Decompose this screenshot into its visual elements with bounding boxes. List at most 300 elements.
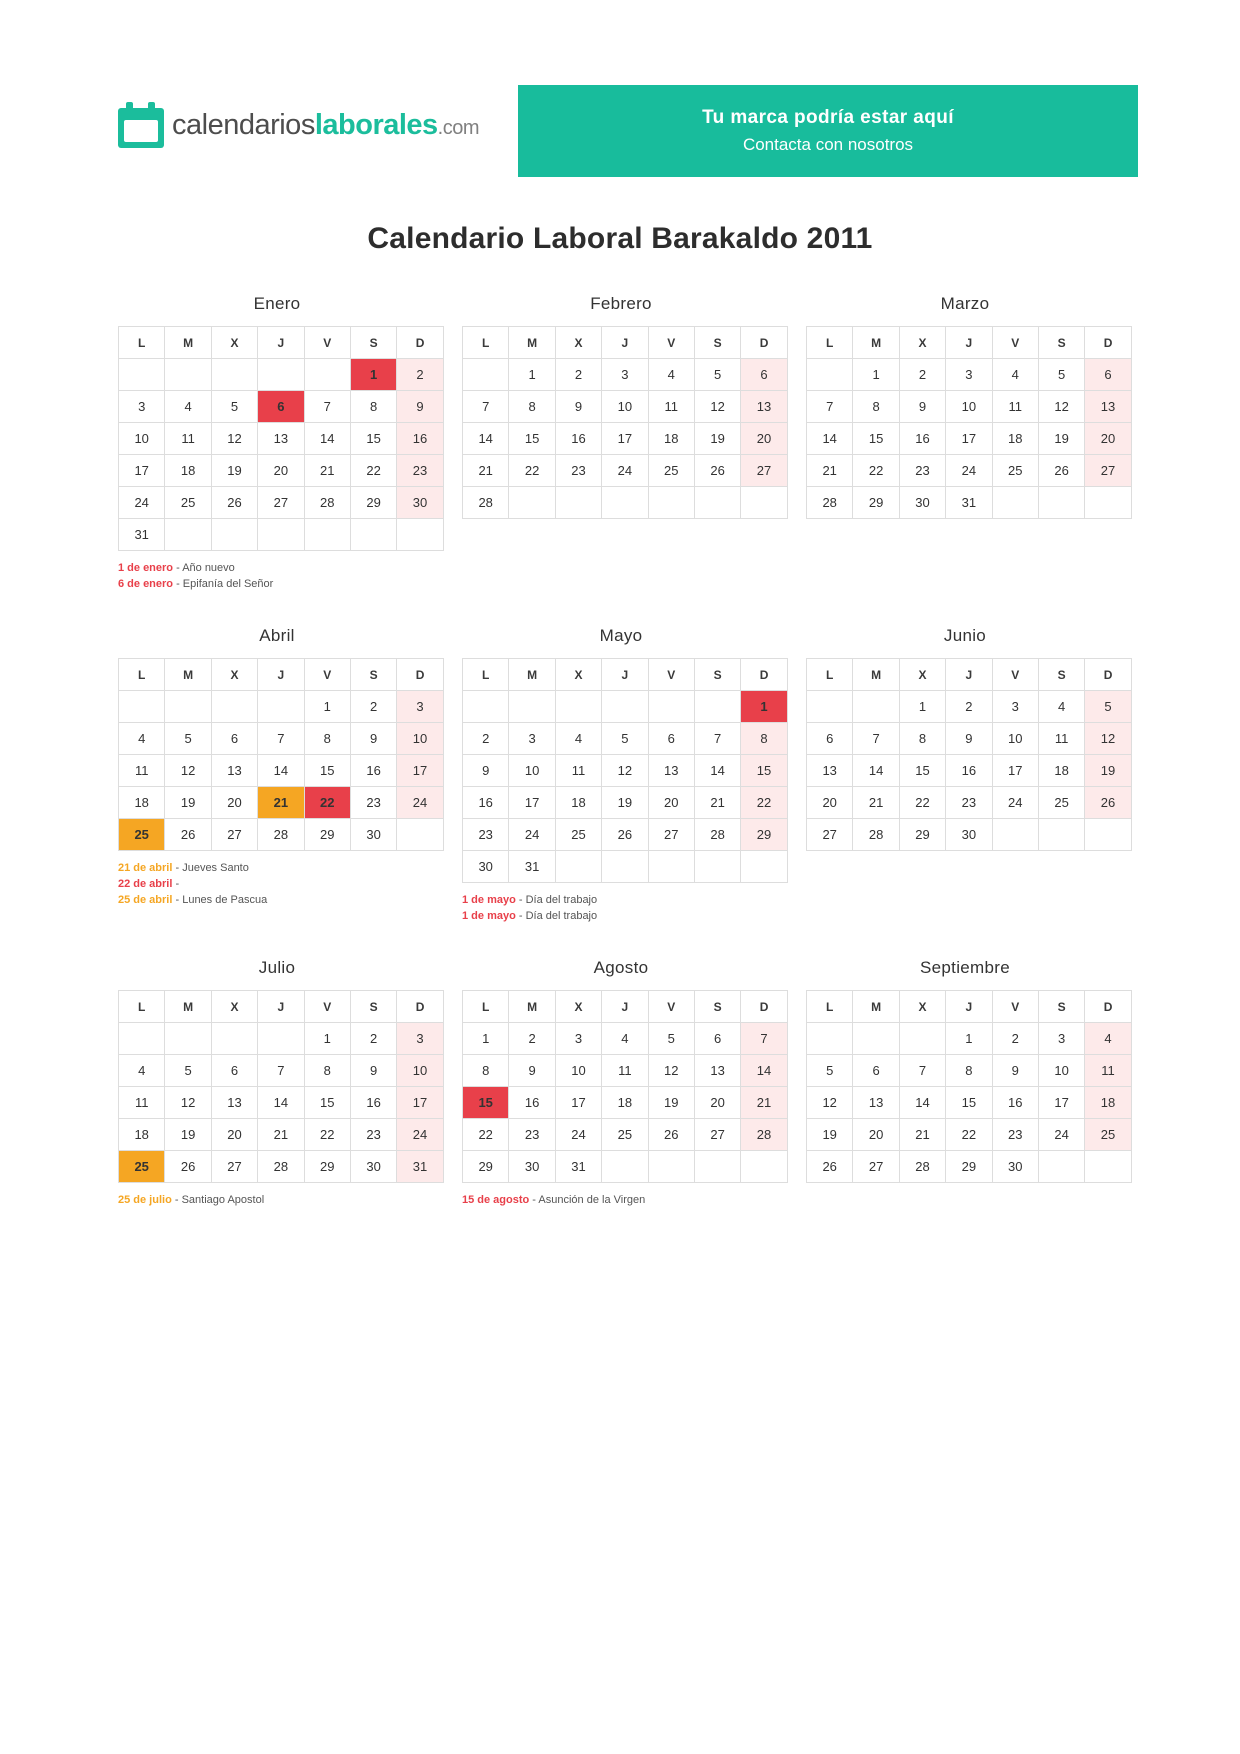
day-cell[interactable]: 15 (463, 1087, 509, 1119)
day-cell[interactable]: 14 (258, 1087, 304, 1119)
day-cell[interactable]: 23 (509, 1119, 555, 1151)
week-row (463, 1055, 788, 1087)
day-cell[interactable]: 24 (946, 455, 992, 487)
day-cell[interactable]: 1 (463, 1023, 509, 1055)
day-cell[interactable]: 12 (1085, 723, 1131, 755)
day-cell[interactable]: 25 (555, 819, 601, 851)
day-cell[interactable]: 28 (899, 1151, 945, 1183)
day-cell[interactable]: 15 (304, 755, 350, 787)
day-cell[interactable]: 19 (211, 455, 257, 487)
day-cell[interactable]: 22 (509, 455, 555, 487)
day-cell[interactable]: 22 (741, 787, 787, 819)
day-cell[interactable]: 17 (992, 755, 1038, 787)
day-cell[interactable]: 23 (397, 455, 443, 487)
day-cell[interactable]: 28 (258, 819, 304, 851)
day-cell[interactable]: 11 (119, 1087, 165, 1119)
day-cell[interactable]: 4 (555, 723, 601, 755)
day-cell[interactable]: 12 (165, 755, 211, 787)
day-cell[interactable]: 5 (648, 1023, 694, 1055)
day-cell[interactable]: 29 (946, 1151, 992, 1183)
day-cell[interactable]: 8 (463, 1055, 509, 1087)
weekday-header: V (992, 327, 1038, 359)
day-cell[interactable]: 11 (165, 423, 211, 455)
day-cell[interactable]: 19 (165, 787, 211, 819)
day-cell[interactable]: 25 (119, 819, 165, 851)
day-cell[interactable]: 10 (397, 1055, 443, 1087)
day-cell[interactable]: 2 (350, 1023, 396, 1055)
day-cell[interactable]: 18 (992, 423, 1038, 455)
day-cell[interactable]: 10 (509, 755, 555, 787)
day-cell[interactable]: 3 (992, 691, 1038, 723)
day-cell[interactable]: 28 (463, 487, 509, 519)
day-cell[interactable]: 27 (258, 487, 304, 519)
day-cell[interactable]: 14 (694, 755, 740, 787)
day-cell[interactable]: 25 (1085, 1119, 1131, 1151)
site-logo[interactable] (118, 85, 518, 165)
day-cell[interactable]: 13 (853, 1087, 899, 1119)
day-cell[interactable]: 1 (741, 691, 787, 723)
day-cell[interactable]: 19 (1038, 423, 1084, 455)
day-cell[interactable]: 21 (807, 455, 853, 487)
day-cell[interactable]: 1 (946, 1023, 992, 1055)
day-cell[interactable]: 24 (397, 787, 443, 819)
day-cell[interactable]: 26 (602, 819, 648, 851)
day-cell[interactable]: 21 (853, 787, 899, 819)
day-cell[interactable]: 18 (555, 787, 601, 819)
day-cell[interactable]: 31 (119, 519, 165, 551)
month-block-septiembre (806, 958, 1124, 1183)
day-cell[interactable]: 21 (899, 1119, 945, 1151)
day-cell[interactable]: 7 (258, 1055, 304, 1087)
day-cell[interactable]: 12 (807, 1087, 853, 1119)
day-cell[interactable]: 19 (648, 1087, 694, 1119)
day-cell[interactable]: 26 (211, 487, 257, 519)
day-cell[interactable]: 21 (694, 787, 740, 819)
day-cell[interactable]: 25 (648, 455, 694, 487)
day-cell[interactable]: 19 (602, 787, 648, 819)
day-cell[interactable]: 23 (555, 455, 601, 487)
day-cell[interactable]: 13 (211, 755, 257, 787)
day-cell[interactable]: 8 (741, 723, 787, 755)
day-cell-empty (602, 1151, 648, 1183)
day-cell[interactable]: 15 (509, 423, 555, 455)
day-cell[interactable]: 10 (602, 391, 648, 423)
day-cell[interactable]: 15 (741, 755, 787, 787)
day-cell[interactable]: 31 (509, 851, 555, 883)
day-cell[interactable]: 3 (509, 723, 555, 755)
day-cell[interactable]: 29 (463, 1151, 509, 1183)
weekday-header: L (807, 659, 853, 691)
day-cell[interactable]: 2 (463, 723, 509, 755)
day-cell[interactable]: 4 (1085, 1023, 1131, 1055)
day-cell[interactable]: 16 (992, 1087, 1038, 1119)
day-cell[interactable]: 18 (1085, 1087, 1131, 1119)
day-cell[interactable]: 19 (694, 423, 740, 455)
day-cell-empty (807, 359, 853, 391)
day-cell[interactable]: 17 (555, 1087, 601, 1119)
weekday-header: M (509, 659, 555, 691)
day-cell[interactable]: 17 (119, 455, 165, 487)
day-cell[interactable]: 9 (992, 1055, 1038, 1087)
day-cell-empty (648, 851, 694, 883)
day-cell[interactable]: 14 (304, 423, 350, 455)
day-cell[interactable]: 12 (648, 1055, 694, 1087)
day-cell[interactable]: 24 (602, 455, 648, 487)
day-cell[interactable]: 2 (509, 1023, 555, 1055)
day-cell[interactable]: 3 (397, 1023, 443, 1055)
day-cell[interactable]: 8 (304, 723, 350, 755)
day-cell[interactable]: 12 (1038, 391, 1084, 423)
day-cell[interactable]: 27 (853, 1151, 899, 1183)
day-cell[interactable]: 13 (694, 1055, 740, 1087)
day-cell[interactable]: 3 (119, 391, 165, 423)
day-cell[interactable]: 16 (509, 1087, 555, 1119)
day-cell[interactable]: 14 (853, 755, 899, 787)
day-cell[interactable]: 11 (119, 755, 165, 787)
day-cell[interactable]: 27 (741, 455, 787, 487)
day-cell-empty (211, 519, 257, 551)
day-cell[interactable]: 26 (165, 1151, 211, 1183)
day-cell[interactable]: 14 (899, 1087, 945, 1119)
day-cell[interactable]: 24 (555, 1119, 601, 1151)
day-cell[interactable]: 22 (304, 1119, 350, 1151)
day-cell[interactable]: 12 (165, 1087, 211, 1119)
day-cell[interactable]: 9 (509, 1055, 555, 1087)
day-cell[interactable]: 21 (258, 787, 304, 819)
day-cell[interactable]: 19 (807, 1119, 853, 1151)
day-cell[interactable]: 15 (304, 1087, 350, 1119)
day-cell[interactable]: 1 (509, 359, 555, 391)
day-cell[interactable]: 21 (258, 1119, 304, 1151)
day-cell[interactable]: 4 (992, 359, 1038, 391)
day-cell-empty (509, 691, 555, 723)
day-cell[interactable]: 11 (648, 391, 694, 423)
day-cell[interactable]: 9 (463, 755, 509, 787)
day-cell[interactable]: 4 (1038, 691, 1084, 723)
day-cell[interactable]: 26 (1085, 787, 1131, 819)
day-cell[interactable]: 8 (509, 391, 555, 423)
day-cell[interactable]: 11 (602, 1055, 648, 1087)
day-cell[interactable]: 29 (899, 819, 945, 851)
day-cell[interactable]: 2 (350, 691, 396, 723)
day-cell[interactable]: 7 (741, 1023, 787, 1055)
day-cell[interactable]: 5 (694, 359, 740, 391)
day-cell[interactable]: 5 (165, 1055, 211, 1087)
day-cell[interactable]: 30 (899, 487, 945, 519)
day-cell[interactable]: 27 (211, 819, 257, 851)
day-cell[interactable]: 16 (946, 755, 992, 787)
day-cell[interactable]: 6 (211, 1055, 257, 1087)
day-cell[interactable]: 24 (509, 819, 555, 851)
month-block-enero (118, 294, 436, 592)
day-cell[interactable]: 6 (807, 723, 853, 755)
day-cell[interactable]: 2 (899, 359, 945, 391)
day-cell[interactable]: 26 (1038, 455, 1084, 487)
day-cell[interactable]: 8 (853, 391, 899, 423)
day-cell-empty (350, 519, 396, 551)
day-cell[interactable]: 5 (211, 391, 257, 423)
day-cell[interactable]: 30 (509, 1151, 555, 1183)
day-cell[interactable]: 1 (350, 359, 396, 391)
day-cell[interactable]: 9 (899, 391, 945, 423)
day-cell[interactable]: 25 (119, 1151, 165, 1183)
day-cell[interactable]: 24 (992, 787, 1038, 819)
day-cell[interactable]: 29 (350, 487, 396, 519)
day-cell[interactable]: 6 (694, 1023, 740, 1055)
day-cell[interactable]: 12 (694, 391, 740, 423)
day-cell[interactable]: 5 (1038, 359, 1084, 391)
day-cell[interactable]: 27 (648, 819, 694, 851)
day-cell[interactable]: 7 (304, 391, 350, 423)
day-cell[interactable]: 28 (694, 819, 740, 851)
day-cell[interactable]: 20 (807, 787, 853, 819)
day-cell[interactable]: 5 (165, 723, 211, 755)
day-cell[interactable]: 29 (304, 1151, 350, 1183)
day-cell[interactable]: 2 (397, 359, 443, 391)
day-cell[interactable]: 9 (397, 391, 443, 423)
day-cell[interactable]: 11 (1085, 1055, 1131, 1087)
day-cell[interactable]: 13 (807, 755, 853, 787)
day-cell[interactable]: 13 (1085, 391, 1131, 423)
day-cell[interactable]: 30 (463, 851, 509, 883)
day-cell[interactable]: 8 (946, 1055, 992, 1087)
day-cell[interactable]: 10 (992, 723, 1038, 755)
day-cell[interactable]: 28 (807, 487, 853, 519)
day-cell[interactable]: 20 (211, 1119, 257, 1151)
day-cell[interactable]: 26 (807, 1151, 853, 1183)
week-row (119, 723, 444, 755)
day-cell[interactable]: 27 (211, 1151, 257, 1183)
day-cell[interactable]: 13 (211, 1087, 257, 1119)
day-cell[interactable]: 28 (304, 487, 350, 519)
day-cell[interactable]: 18 (119, 1119, 165, 1151)
day-cell[interactable]: 30 (350, 819, 396, 851)
day-cell[interactable]: 1 (853, 359, 899, 391)
day-cell[interactable]: 4 (602, 1023, 648, 1055)
day-cell[interactable]: 13 (741, 391, 787, 423)
day-cell[interactable]: 21 (304, 455, 350, 487)
logo-text (172, 109, 479, 142)
day-cell[interactable]: 20 (853, 1119, 899, 1151)
day-cell[interactable]: 6 (648, 723, 694, 755)
day-cell[interactable]: 23 (946, 787, 992, 819)
day-cell[interactable]: 5 (1085, 691, 1131, 723)
week-row (463, 359, 788, 391)
day-cell[interactable]: 2 (992, 1023, 1038, 1055)
day-cell[interactable]: 26 (165, 819, 211, 851)
day-cell[interactable]: 13 (258, 423, 304, 455)
day-cell[interactable]: 3 (1038, 1023, 1084, 1055)
day-cell[interactable]: 31 (946, 487, 992, 519)
weekday-header: V (992, 991, 1038, 1023)
weekday-header: V (648, 659, 694, 691)
day-cell[interactable]: 7 (807, 391, 853, 423)
day-cell[interactable]: 22 (350, 455, 396, 487)
day-cell[interactable]: 17 (509, 787, 555, 819)
day-cell[interactable]: 31 (397, 1151, 443, 1183)
day-cell[interactable]: 29 (304, 819, 350, 851)
day-cell[interactable]: 28 (741, 1119, 787, 1151)
day-cell[interactable]: 16 (463, 787, 509, 819)
weekday-header: L (463, 659, 509, 691)
day-cell[interactable]: 2 (555, 359, 601, 391)
day-cell[interactable]: 10 (397, 723, 443, 755)
day-cell[interactable]: 23 (463, 819, 509, 851)
day-cell[interactable]: 1 (304, 691, 350, 723)
day-cell[interactable]: 16 (555, 423, 601, 455)
day-cell[interactable]: 24 (397, 1119, 443, 1151)
ad-banner[interactable] (518, 85, 1138, 177)
day-cell[interactable]: 15 (350, 423, 396, 455)
day-cell[interactable]: 10 (1038, 1055, 1084, 1087)
day-cell[interactable]: 1 (304, 1023, 350, 1055)
day-cell[interactable]: 7 (694, 723, 740, 755)
day-cell[interactable]: 3 (397, 691, 443, 723)
day-cell[interactable]: 10 (119, 423, 165, 455)
day-cell[interactable]: 7 (853, 723, 899, 755)
day-cell[interactable]: 10 (946, 391, 992, 423)
day-cell[interactable]: 5 (807, 1055, 853, 1087)
day-cell[interactable]: 15 (946, 1087, 992, 1119)
day-cell[interactable]: 19 (165, 1119, 211, 1151)
day-cell[interactable]: 23 (899, 455, 945, 487)
day-cell[interactable]: 25 (602, 1119, 648, 1151)
day-cell[interactable]: 13 (648, 755, 694, 787)
day-cell[interactable]: 16 (397, 423, 443, 455)
day-cell[interactable]: 27 (694, 1119, 740, 1151)
day-cell[interactable]: 26 (694, 455, 740, 487)
day-cell[interactable]: 20 (694, 1087, 740, 1119)
day-cell[interactable]: 6 (211, 723, 257, 755)
day-cell[interactable]: 11 (992, 391, 1038, 423)
day-cell[interactable]: 3 (555, 1023, 601, 1055)
day-cell[interactable]: 12 (602, 755, 648, 787)
day-cell[interactable]: 6 (741, 359, 787, 391)
day-cell[interactable]: 10 (555, 1055, 601, 1087)
day-cell[interactable]: 18 (165, 455, 211, 487)
day-cell[interactable]: 23 (350, 1119, 396, 1151)
day-cell[interactable]: 18 (602, 1087, 648, 1119)
day-cell[interactable]: 27 (807, 819, 853, 851)
day-cell[interactable]: 12 (211, 423, 257, 455)
day-cell[interactable]: 30 (992, 1151, 1038, 1183)
day-cell[interactable]: 6 (258, 391, 304, 423)
day-cell[interactable]: 20 (1085, 423, 1131, 455)
day-cell[interactable]: 20 (648, 787, 694, 819)
day-cell[interactable]: 2 (946, 691, 992, 723)
day-cell[interactable]: 15 (899, 755, 945, 787)
day-cell[interactable]: 20 (211, 787, 257, 819)
day-cell[interactable]: 30 (397, 487, 443, 519)
day-cell[interactable]: 4 (648, 359, 694, 391)
day-cell[interactable]: 16 (350, 1087, 396, 1119)
day-cell[interactable]: 9 (350, 723, 396, 755)
day-cell-empty (648, 1151, 694, 1183)
day-cell[interactable]: 14 (741, 1055, 787, 1087)
weekday-header: J (258, 991, 304, 1023)
day-cell[interactable]: 22 (853, 455, 899, 487)
day-cell[interactable]: 16 (350, 755, 396, 787)
day-cell[interactable]: 17 (602, 423, 648, 455)
holiday-note-date: 6 de enero (118, 578, 177, 590)
day-cell[interactable]: 17 (946, 423, 992, 455)
day-cell[interactable]: 1 (899, 691, 945, 723)
day-cell[interactable]: 22 (304, 787, 350, 819)
day-cell[interactable]: 11 (555, 755, 601, 787)
day-cell[interactable]: 29 (741, 819, 787, 851)
day-cell[interactable]: 3 (946, 359, 992, 391)
day-cell[interactable]: 7 (258, 723, 304, 755)
day-cell[interactable]: 27 (1085, 455, 1131, 487)
week-row (119, 787, 444, 819)
day-cell[interactable]: 31 (555, 1151, 601, 1183)
day-cell[interactable]: 22 (899, 787, 945, 819)
day-cell[interactable]: 23 (350, 787, 396, 819)
day-cell[interactable]: 30 (946, 819, 992, 851)
day-cell[interactable]: 25 (992, 455, 1038, 487)
day-cell[interactable]: 25 (165, 487, 211, 519)
day-cell[interactable]: 28 (258, 1151, 304, 1183)
day-cell[interactable]: 26 (648, 1119, 694, 1151)
day-cell[interactable]: 6 (853, 1055, 899, 1087)
day-cell[interactable]: 21 (463, 455, 509, 487)
day-cell[interactable]: 22 (946, 1119, 992, 1151)
day-cell[interactable]: 7 (899, 1055, 945, 1087)
day-cell[interactable]: 24 (119, 487, 165, 519)
day-cell[interactable]: 9 (350, 1055, 396, 1087)
day-cell[interactable]: 17 (1038, 1087, 1084, 1119)
day-cell[interactable]: 7 (463, 391, 509, 423)
week-row (463, 455, 788, 487)
day-cell[interactable]: 17 (397, 755, 443, 787)
day-cell[interactable]: 14 (463, 423, 509, 455)
day-cell[interactable]: 16 (899, 423, 945, 455)
day-cell[interactable]: 14 (807, 423, 853, 455)
day-cell[interactable]: 15 (853, 423, 899, 455)
day-cell[interactable]: 20 (258, 455, 304, 487)
day-cell[interactable]: 23 (992, 1119, 1038, 1151)
day-cell[interactable]: 9 (555, 391, 601, 423)
day-cell[interactable]: 20 (741, 423, 787, 455)
day-cell[interactable]: 18 (648, 423, 694, 455)
day-cell[interactable]: 4 (165, 391, 211, 423)
day-cell[interactable]: 28 (853, 819, 899, 851)
day-cell[interactable]: 8 (350, 391, 396, 423)
day-cell[interactable]: 21 (741, 1087, 787, 1119)
day-cell[interactable]: 6 (1085, 359, 1131, 391)
day-cell[interactable]: 4 (119, 723, 165, 755)
day-cell[interactable]: 11 (1038, 723, 1084, 755)
weekday-header: S (1038, 659, 1084, 691)
day-cell[interactable]: 9 (946, 723, 992, 755)
day-cell[interactable]: 29 (853, 487, 899, 519)
day-cell[interactable]: 30 (350, 1151, 396, 1183)
day-cell[interactable]: 14 (258, 755, 304, 787)
day-cell[interactable]: 8 (899, 723, 945, 755)
day-cell[interactable]: 22 (463, 1119, 509, 1151)
day-cell[interactable]: 4 (119, 1055, 165, 1087)
day-cell[interactable]: 3 (602, 359, 648, 391)
day-cell[interactable]: 18 (1038, 755, 1084, 787)
day-cell[interactable]: 18 (119, 787, 165, 819)
day-cell[interactable]: 5 (602, 723, 648, 755)
day-cell[interactable]: 8 (304, 1055, 350, 1087)
day-cell[interactable]: 24 (1038, 1119, 1084, 1151)
day-cell[interactable]: 17 (397, 1087, 443, 1119)
day-cell[interactable]: 19 (1085, 755, 1131, 787)
day-cell-empty (694, 487, 740, 519)
day-cell[interactable]: 25 (1038, 787, 1084, 819)
